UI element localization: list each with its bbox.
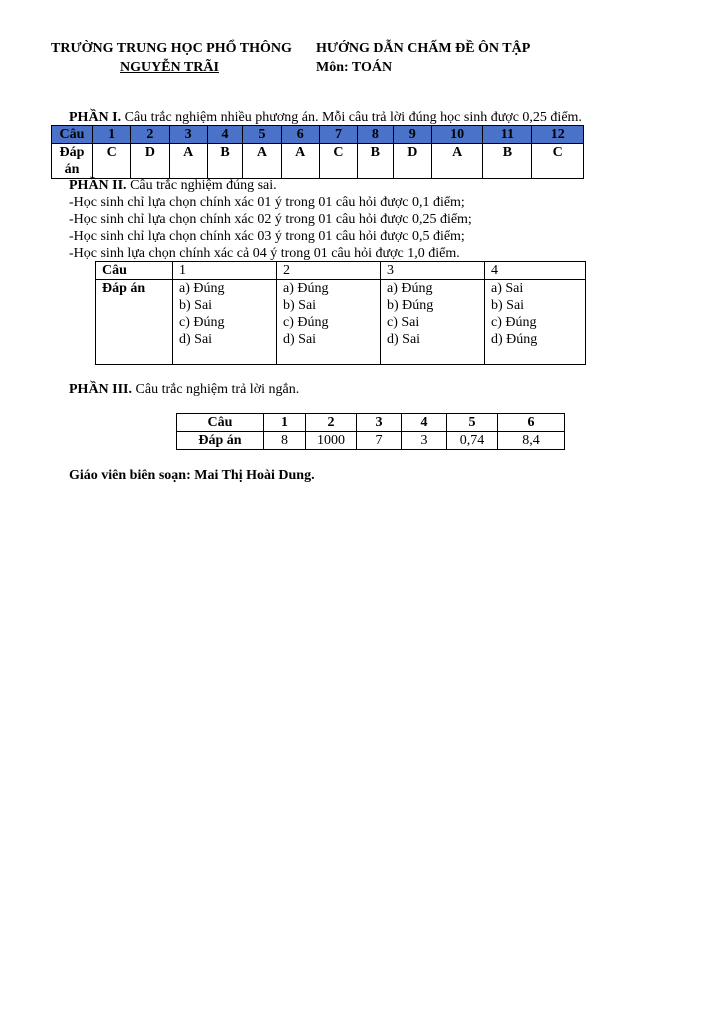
part2-answer-row (96, 280, 586, 365)
part2-q4-opt-d: d) Đúng (491, 332, 538, 347)
part1-answer-row (52, 144, 584, 179)
part3-heading: PHẦN III. (69, 382, 133, 397)
part2-intro (69, 177, 277, 194)
part1-q-10: 10 (431, 126, 483, 144)
part3-q-4: 4 (402, 414, 447, 432)
part1-a-6: A (281, 144, 319, 179)
part1-q-1: 1 (93, 126, 131, 144)
part2-text: Câu trắc nghiệm đúng sai. (126, 178, 277, 193)
part1-q-11: 11 (483, 126, 532, 144)
school-name-line2: NGUYỄN TRÃI (120, 60, 219, 75)
part3-q-5: 5 (447, 414, 498, 432)
part2-question-row (96, 262, 586, 280)
part2-answers-1 (173, 280, 277, 365)
part1-a-2: D (131, 144, 169, 179)
part2-q1-opt-c: c) Đúng (179, 315, 225, 330)
school-name-line1: TRƯỜNG TRUNG HỌC PHỔ THÔNG (51, 41, 292, 56)
part1-a-10: A (431, 144, 483, 179)
part2-answers-3 (381, 280, 485, 365)
part3-question-row (177, 414, 565, 432)
part2-q1-opt-d: d) Sai (179, 332, 213, 347)
part2-answers-4 (485, 280, 586, 365)
part2-answers-2 (277, 280, 381, 365)
part1-row-label: Câu (52, 126, 93, 144)
part2-rule-4: -Học sinh lựa chọn chính xác cả 04 ý trong 01 câu hỏi được 1,0 điểm. (69, 246, 460, 261)
part1-answer-label (52, 144, 93, 179)
part2-q1-opt-b: b) Sai (179, 298, 213, 313)
part3-answer-label: Đáp án (177, 432, 264, 450)
part3-answer-row (177, 432, 565, 450)
part1-a-9: D (393, 144, 431, 179)
part1-q-6: 6 (281, 126, 319, 144)
part1-q-5: 5 (243, 126, 281, 144)
part1-answer-label-1: Đáp (59, 145, 85, 160)
part1-q-8: 8 (358, 126, 394, 144)
part1-a-11: B (483, 144, 532, 179)
part1-a-3: A (169, 144, 207, 179)
part2-q3-opt-d: d) Sai (387, 332, 421, 347)
part1-answer-label-2: án (64, 162, 80, 177)
part2-row-label: Câu (96, 262, 173, 280)
part3-q-2: 2 (306, 414, 357, 432)
part3-a-2: 1000 (306, 432, 357, 450)
part1-a-12: C (532, 144, 584, 179)
part3-answer-table (176, 413, 565, 450)
part1-answer-table (51, 125, 584, 179)
part3-q-6: 6 (498, 414, 565, 432)
part3-a-1: 8 (264, 432, 306, 450)
part3-a-5: 0,74 (447, 432, 498, 450)
part2-q2-opt-d: d) Sai (283, 332, 317, 347)
part2-q4-opt-b: b) Sai (491, 298, 525, 313)
part3-row-label: Câu (177, 414, 264, 432)
part3-q-3: 3 (357, 414, 402, 432)
part2-q3-opt-b: b) Đúng (387, 298, 434, 313)
part2-q-1: 1 (173, 262, 277, 280)
part2-rule-1: -Học sinh chỉ lựa chọn chính xác 01 ý trong 01 câu hỏi được 0,1 điểm; (69, 195, 465, 210)
part1-a-1: C (93, 144, 131, 179)
part2-q2-opt-c: c) Đúng (283, 315, 329, 330)
part1-q-3: 3 (169, 126, 207, 144)
part2-q-2: 2 (277, 262, 381, 280)
part2-q3-opt-a: a) Đúng (387, 281, 433, 296)
part1-q-7: 7 (319, 126, 357, 144)
part2-answer-table (95, 261, 586, 365)
author-credit: Giáo viên biên soạn: Mai Thị Hoài Dung. (69, 468, 315, 483)
part2-q-4: 4 (485, 262, 586, 280)
part2-q2-opt-a: a) Đúng (283, 281, 329, 296)
part1-a-4: B (207, 144, 243, 179)
part2-answer-label: Đáp án (96, 280, 173, 365)
part2-q4-opt-a: a) Sai (491, 281, 524, 296)
part3-text: Câu trắc nghiệm trả lời ngắn. (132, 382, 300, 397)
part3-a-3: 7 (357, 432, 402, 450)
document-title: HƯỚNG DẪN CHẤM ĐỀ ÔN TẬP (316, 41, 531, 56)
part3-a-6: 8,4 (498, 432, 565, 450)
part1-q-4: 4 (207, 126, 243, 144)
part1-heading: PHẦN I. (69, 110, 122, 125)
part1-q-9: 9 (393, 126, 431, 144)
part2-rule-2: -Học sinh chỉ lựa chọn chính xác 02 ý trong 01 câu hỏi được 0,25 điểm; (69, 212, 472, 227)
part1-a-5: A (243, 144, 281, 179)
part1-intro (69, 109, 582, 126)
part2-q3-opt-c: c) Sai (387, 315, 420, 330)
part2-q4-opt-c: c) Đúng (491, 315, 537, 330)
part1-q-12: 12 (532, 126, 584, 144)
subject-label: Môn: TOÁN (316, 60, 393, 75)
part1-text: Câu trắc nghiệm nhiều phương án. Mỗi câu trả lời đúng học sinh được 0,25 điểm. (121, 110, 582, 125)
part2-q1-opt-a: a) Đúng (179, 281, 225, 296)
part1-question-row (52, 126, 584, 144)
part1-a-8: B (358, 144, 394, 179)
part3-intro (69, 381, 299, 398)
part2-q2-opt-b: b) Sai (283, 298, 317, 313)
part1-a-7: C (319, 144, 357, 179)
part3-q-1: 1 (264, 414, 306, 432)
part1-q-2: 2 (131, 126, 169, 144)
part2-q-3: 3 (381, 262, 485, 280)
part2-rule-3: -Học sinh chỉ lựa chọn chính xác 03 ý trong 01 câu hỏi được 0,5 điểm; (69, 229, 465, 244)
part2-heading: PHẦN II. (69, 178, 127, 193)
part3-a-4: 3 (402, 432, 447, 450)
